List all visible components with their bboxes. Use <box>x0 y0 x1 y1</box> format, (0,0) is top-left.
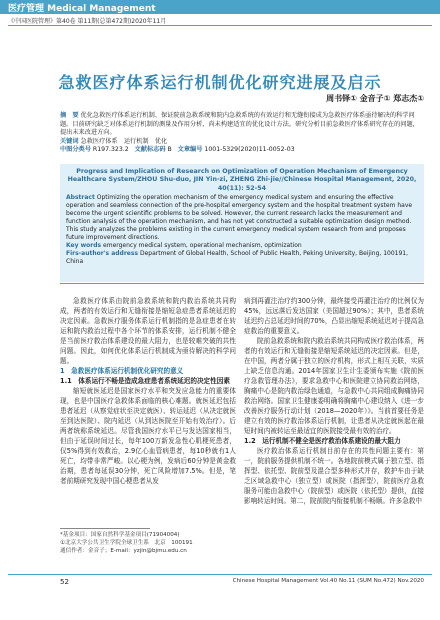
en-abstract-para <box>66 194 418 242</box>
footer-divider <box>8 574 432 575</box>
footnote-text: *基金项目：国家自然科学基金项目(71904004) ①北京大学公共卫生学院全球卫生系 北京 100191 通信作者：金音子；E-mail：yzjin@bjmu.edu.cn <box>60 532 193 554</box>
body-paragraph: 医疗救治体系运行机制目前存在的共性问题主要有：第一，院前服务提供机制不统一。各地院前模式属于独立型、指挥型、依托型、院前型及混合型多种形式并存，救护车由于缺乏区域急救中心（独立型）或医院（指挥型），院前医疗急救服务可能由急救中心（院前型）或医院（依托型）提供，直接影响转运时间。第二，院前院内衔接机制不畅顺。许多急救中 <box>244 447 424 505</box>
section-heading: 1 急救医疗体系运行机制优化研究的意义 <box>60 367 184 375</box>
journal-info: 《中国医院管理》第40卷 第11期(总第472期)2020年11月 <box>8 18 167 25</box>
section-label: 医疗管理 Medical Management <box>8 4 156 14</box>
doc-code-value: B <box>167 146 172 154</box>
body-right-column <box>244 296 424 506</box>
en-keywords-line <box>66 242 418 250</box>
en-keywords-label: Key words <box>66 242 102 249</box>
en-abstract-label: Abstract <box>66 194 95 201</box>
chinese-abstract <box>60 112 420 155</box>
en-address-label: Firs-author's address <box>66 250 139 257</box>
footnote <box>60 531 236 555</box>
article-no-label: 文章编号 <box>177 146 203 154</box>
clc-value: R197.323.2 <box>92 146 129 154</box>
header-divider <box>8 25 432 26</box>
en-keywords: emergency medical system, operational mechanism, optimization <box>103 242 302 249</box>
body-paragraph: 急救医疗体系由院前急救系统和院内救治系统共同构成，两者的有效运行和无缝衔接是缩短急症患者系统延迟的决定因素。急救医疗服务体系运行机制指的是急症患者在转运和院内救治过程中各个环节的体系安排，运行机制不健全是当前医疗救治体系建设的最大阻力，也是较难突破的共性问题。因此，如何优化体系运行机制成为亟待解决的科学问题。 <box>60 297 236 365</box>
body-paragraph: 院前急救系统和院内救治系统共同构成医疗救治体系，两者的有效运行和无缝衔接是缩短系统延迟的决定因素。但是，在中国，两者分属于独立的医疗机构，形式上相互关联，实质上缺乏信息沟通。2014年国家卫生计生委颁布实施《院前医疗急救管理办法》，要求急救中心和医院建立协同救治网络，胸痛中心是院内救治绿色通道，与急救中心共同组成胸痛协同救治网络。国家卫生健康委明确将胸痛中心建设纳入《进一步改善医疗服务行动计划（2018—2020年）》。当前首要任务是建立有效的医疗救治体系运行机制，让患者从决定就医起在最短时间内被转运至最适宜的医院接受最有效的治疗。 <box>244 337 424 435</box>
en-address: Department of Global Health, School of Public Health, Peking University, Beijing, 100191, China <box>66 250 409 265</box>
en-abstract-text: Optimizing the operation mechanism of the emergency medical system and ensuring the effective operation and seamless connection of the pre-hospital emergency system and the hospital treatment system have become the urgent scientific problems to be solved. However, the current research lacks the measurement and function analysis of the operation mechanism, and has not yet constructed a suitable optimization design method. This study analyzes the problems existing in the current emergency medical system research from and proposes future improvement directions. <box>66 194 413 241</box>
cn-classification-line <box>60 146 420 155</box>
english-title: Progress and Implication of Research on Optimization of Operation Mechanism of Emergency Healthcare System/ZHOU Shu-duo, JIN Yin-zi, ZHENG Zhi-jie//Chinese Hospital Management, 2020, 40(11): 52-54 <box>67 168 417 192</box>
abstract-divider <box>60 283 424 284</box>
footnote-divider <box>60 528 150 529</box>
subsection-heading: 1.1 体系运行不畅是造成急症患者系统延迟的决定性因素 <box>60 377 230 385</box>
footer-journal: Chinese Hospital Management Vol.40 No.11 (SUM No.472) Nov.2020 <box>232 578 424 584</box>
cn-keywords-label: 关键词 <box>60 137 79 145</box>
cn-abstract-label: 摘 要 <box>60 112 79 119</box>
cn-abstract-text: 优化急救医疗体系运行机制、保证院前急救系统和院内急救系统的有效运行和无缝衔接成为急救医疗体系亟待解决的科学问题。目前研究缺乏对体系运行机制的测量及作用分析，尚未构建适宜的优化设计方法。研究分析目前急救医疗体系研究存在的问题，提出未来改进方向。 <box>60 112 419 137</box>
clc-label: 中图分类号 <box>60 146 91 154</box>
cn-abstract-para <box>60 112 420 138</box>
cn-keywords: 急救医疗体系 运行机制 优化 <box>80 137 168 145</box>
english-abstract <box>66 194 418 266</box>
article-no-value: 1001-5329(2020)11-0052-03 <box>204 146 295 154</box>
article-authors: 周书铎① 金音子① 郑志杰① <box>326 94 424 103</box>
body-paragraph: 缩短就医延迟是国家医疗水平和突发应急能力的重要体现，也是中国医疗急救体系面临的核心难题。就医延迟包括患者延迟（从察觉症状至决定就医）、转运延迟（从决定就医至到达医院）、院内延迟（从到达医院至开始有效治疗）。后两者统称系统延迟。尽管我国医疗水平已与发达国家相当，但由于延误时间过长，每年100万新发急性心肌梗死患者，仅5%得到有效救治，2.9亿心血管病患者，每10秒就有1人死亡，均带非常严峻。以心梗为例，发病后60分钟是黄金救治期，患者每延误30分钟，死亡风险增加7.5%。但是，笔者前期研究发现中国心梗患者从发 <box>60 387 236 485</box>
en-address-line <box>66 250 418 266</box>
body-left-column <box>60 296 236 486</box>
subsection-heading: 1.2 运行机制不健全是医疗救治体系建设的最大阻力 <box>244 437 401 445</box>
doc-code-label: 文献标志码 <box>134 146 166 154</box>
page-number: 52 <box>60 578 69 586</box>
body-paragraph: 病到再灌注治疗约300分钟，最终接受再灌注治疗的比例仅为45%，远远落后发达国家（美国超过90%）；其中，患者系统延迟约占总延迟时间的70%，凸显出缩短系统延迟对于提高急症救治的重要意义。 <box>244 297 424 335</box>
article-title: 急救医疗体系运行机制优化研究进展及启示 <box>58 73 382 92</box>
